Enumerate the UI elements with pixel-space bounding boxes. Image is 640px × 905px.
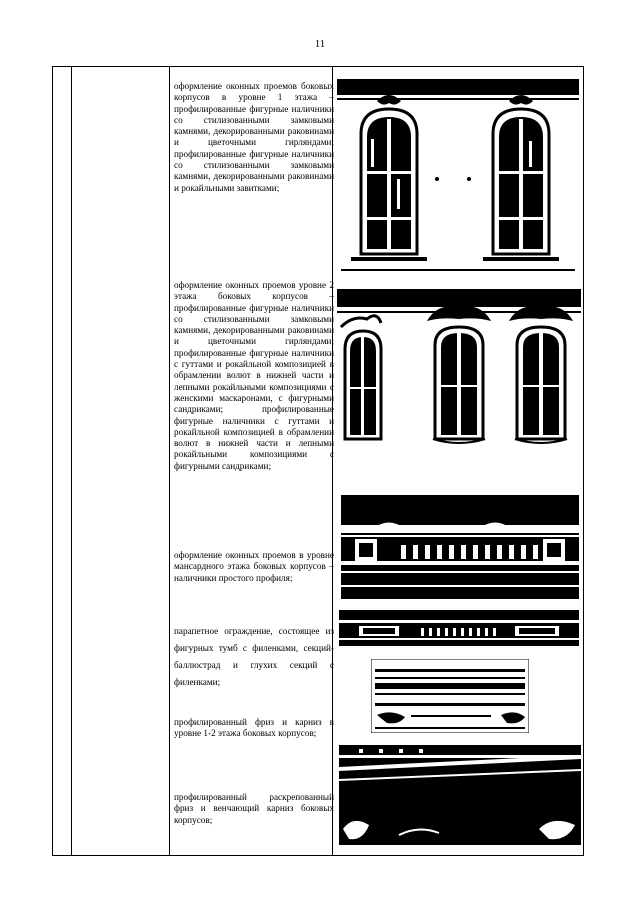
table-column-divider <box>71 67 72 855</box>
row-5-description: профилированный фриз и карниз в уровне 1-2 этажа боковых корпусов; <box>174 717 334 739</box>
page-number: 11 <box>314 38 326 50</box>
window-facade-photo <box>337 289 581 447</box>
row-2-description: оформление оконных проемов уровне 2 этажа боковых корпусов – профилированные фигурные наличники со стилизованными замковыми камнями, декорированными раковинами и цветочными гирляндами; профилированные фигурные наличники с гуттами и рокайльной композицией в обрамлении волют в нижней части и лепными рокайльными композициями с женскими маскаронами, с фигурными сандриками; профилированные фигурные наличники с гуттами и рокайльной композицией в обрамлении волют в нижней части и лепными рокайльными композициями с фигурными сандриками; <box>174 280 334 471</box>
row-3-description: оформление оконных проемов в уровне мансардного этажа боковых корпусов – наличники простого профиля; <box>174 550 334 583</box>
parapet-photo <box>339 610 579 646</box>
mansard-photo <box>341 495 579 599</box>
table-column-divider <box>169 67 170 855</box>
row-4-description: парапетное ограждение, состоящее из фигурных тумб с филенками, секций-баллюстрад и глухих секций с филенками; <box>174 626 334 687</box>
row-1-description: оформление оконных проемов боковых корпусов в уровне 1 этажа – профилированные фигурные наличники со стилизованными замковыми камнями, декорированными раковинами и цветочными гирляндами; профилированные фигурные наличники со стилизованными замковыми камнями, декорированными раковинами и рокайльными завитками; <box>174 81 334 193</box>
window-arch-photo <box>337 79 579 276</box>
cornice-photo <box>339 745 581 845</box>
frieze-photo <box>371 659 529 733</box>
table-frame <box>52 66 584 856</box>
row-6-description: профилированный раскрепованный фриз и венчающий карниз боковых корпусов; <box>174 792 334 825</box>
